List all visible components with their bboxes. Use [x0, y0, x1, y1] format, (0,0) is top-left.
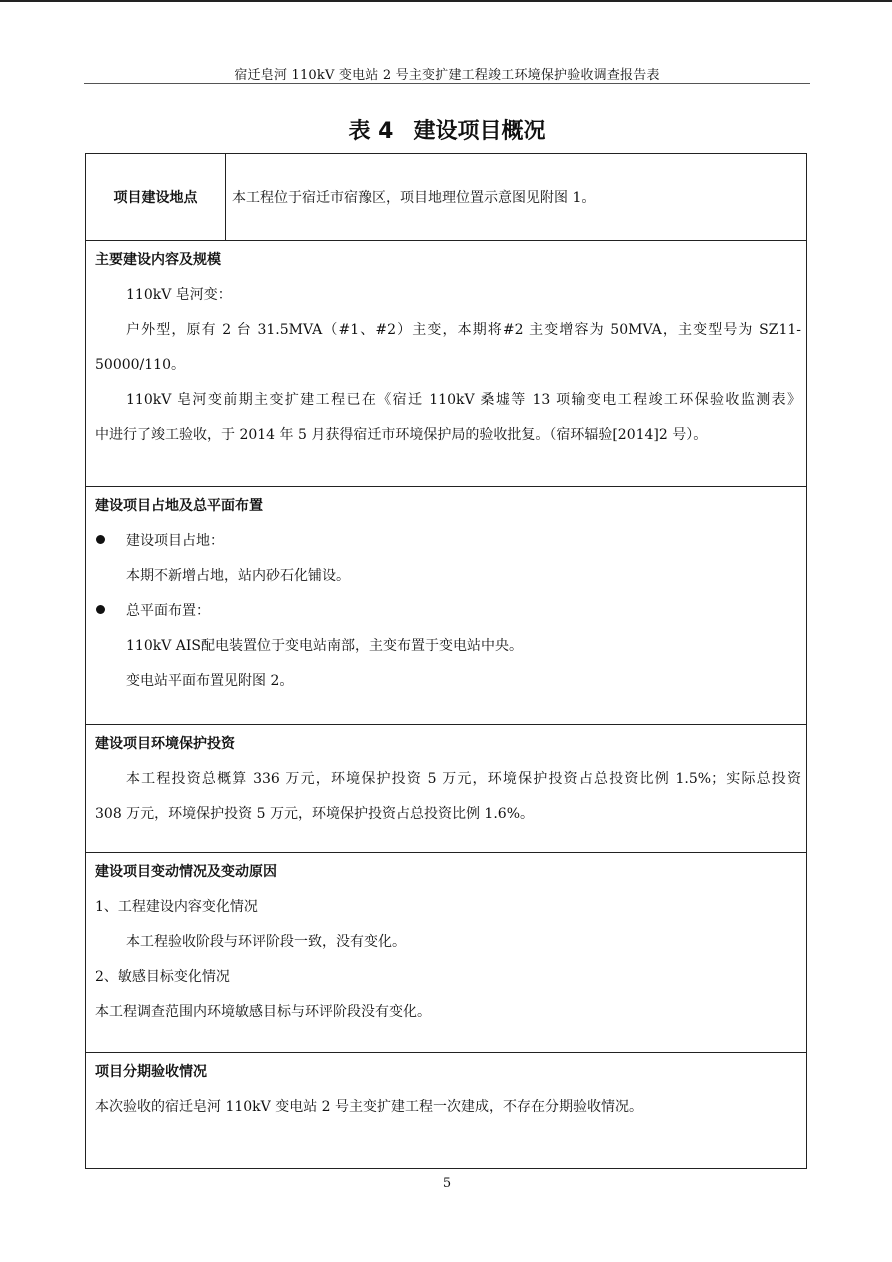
phased-acceptance-section: [86, 1053, 806, 1168]
land-layout-heading: 建设项目占地及总平面布置: [95, 498, 263, 514]
land-occupation-label: 建设项目占地：: [126, 533, 224, 549]
table-number: 表 4: [348, 119, 394, 144]
investment-line-1: 本工程投资总概算 336 万元，环境保护投资 5 万元，环境保护投资占总投资比例 1.5%；实际总投资: [126, 771, 801, 787]
location-label: 项目建设地点: [86, 154, 226, 240]
page-top-border: [0, 0, 892, 2]
content-scale-heading: 主要建设内容及规模: [95, 252, 221, 268]
change-item-2-title: 2、敏感目标变化情况: [95, 969, 230, 985]
changes-section: [86, 853, 806, 1053]
bullet-icon: [96, 535, 105, 544]
phased-acceptance-text: 本次验收的宿迁皂河 110kV 变电站 2 号主变扩建工程一次建成，不存在分期验收情况。: [95, 1099, 644, 1115]
header-rule: [84, 83, 810, 84]
location-value: 本工程位于宿迁市宿豫区，项目地理位置示意图见附图 1。: [232, 190, 596, 206]
previous-acceptance-line-2: 中进行了竣工验收，于 2014 年 5 月获得宿迁市环境保护局的验收批复。（宿环辐验[2014]2 号）。: [95, 427, 708, 443]
land-layout-section: [86, 487, 806, 725]
phased-acceptance-heading: 项目分期验收情况: [95, 1064, 207, 1080]
general-layout-text-1: 110kV AIS配电装置位于变电站南部，主变布置于变电站中央。: [126, 638, 523, 654]
location-row: [86, 154, 806, 241]
table-title: [84, 114, 810, 145]
change-item-2-text: 本工程调查范围内环境敏感目标与环评阶段没有变化。: [95, 1004, 431, 1020]
running-header: 宿迁皂河 110kV 变电站 2 号主变扩建工程竣工环境保护验收调查报告表: [234, 68, 660, 83]
land-occupation-text: 本期不新增占地，站内砂石化铺设。: [126, 568, 350, 584]
content-scale-section: [86, 241, 806, 487]
previous-acceptance-line-1: 110kV 皂河变前期主变扩建工程已在《宿迁 110kV 桑墟等 13 项输变电工程竣工环保验收监测表》: [126, 392, 801, 408]
bullet-icon: [96, 605, 105, 614]
change-item-1-title: 1、工程建设内容变化情况: [95, 899, 258, 915]
investment-line-2: 308 万元，环境保护投资 5 万元，环境保护投资占总投资比例 1.6%。: [95, 806, 534, 822]
page-number: 5: [442, 1176, 452, 1191]
changes-heading: 建设项目变动情况及变动原因: [95, 864, 277, 880]
general-layout-text-2: 变电站平面布置见附图 2。: [126, 673, 294, 689]
project-overview-table: [85, 153, 807, 1169]
scale-paragraph-line-1: 户外型，原有 2 台 31.5MVA（#1、#2）主变，本期将#2 主变增容为 50MVA，主变型号为 SZ11-: [126, 322, 801, 338]
scale-paragraph-line-2: 50000/110。: [95, 357, 185, 373]
investment-section: [86, 725, 806, 853]
general-layout-label: 总平面布置：: [126, 603, 210, 619]
substation-name: 110kV 皂河变：: [126, 287, 232, 303]
investment-heading: 建设项目环境保护投资: [95, 736, 235, 752]
change-item-1-text: 本工程验收阶段与环评阶段一致，没有变化。: [126, 934, 406, 950]
table-name: 建设项目概况: [413, 119, 546, 144]
